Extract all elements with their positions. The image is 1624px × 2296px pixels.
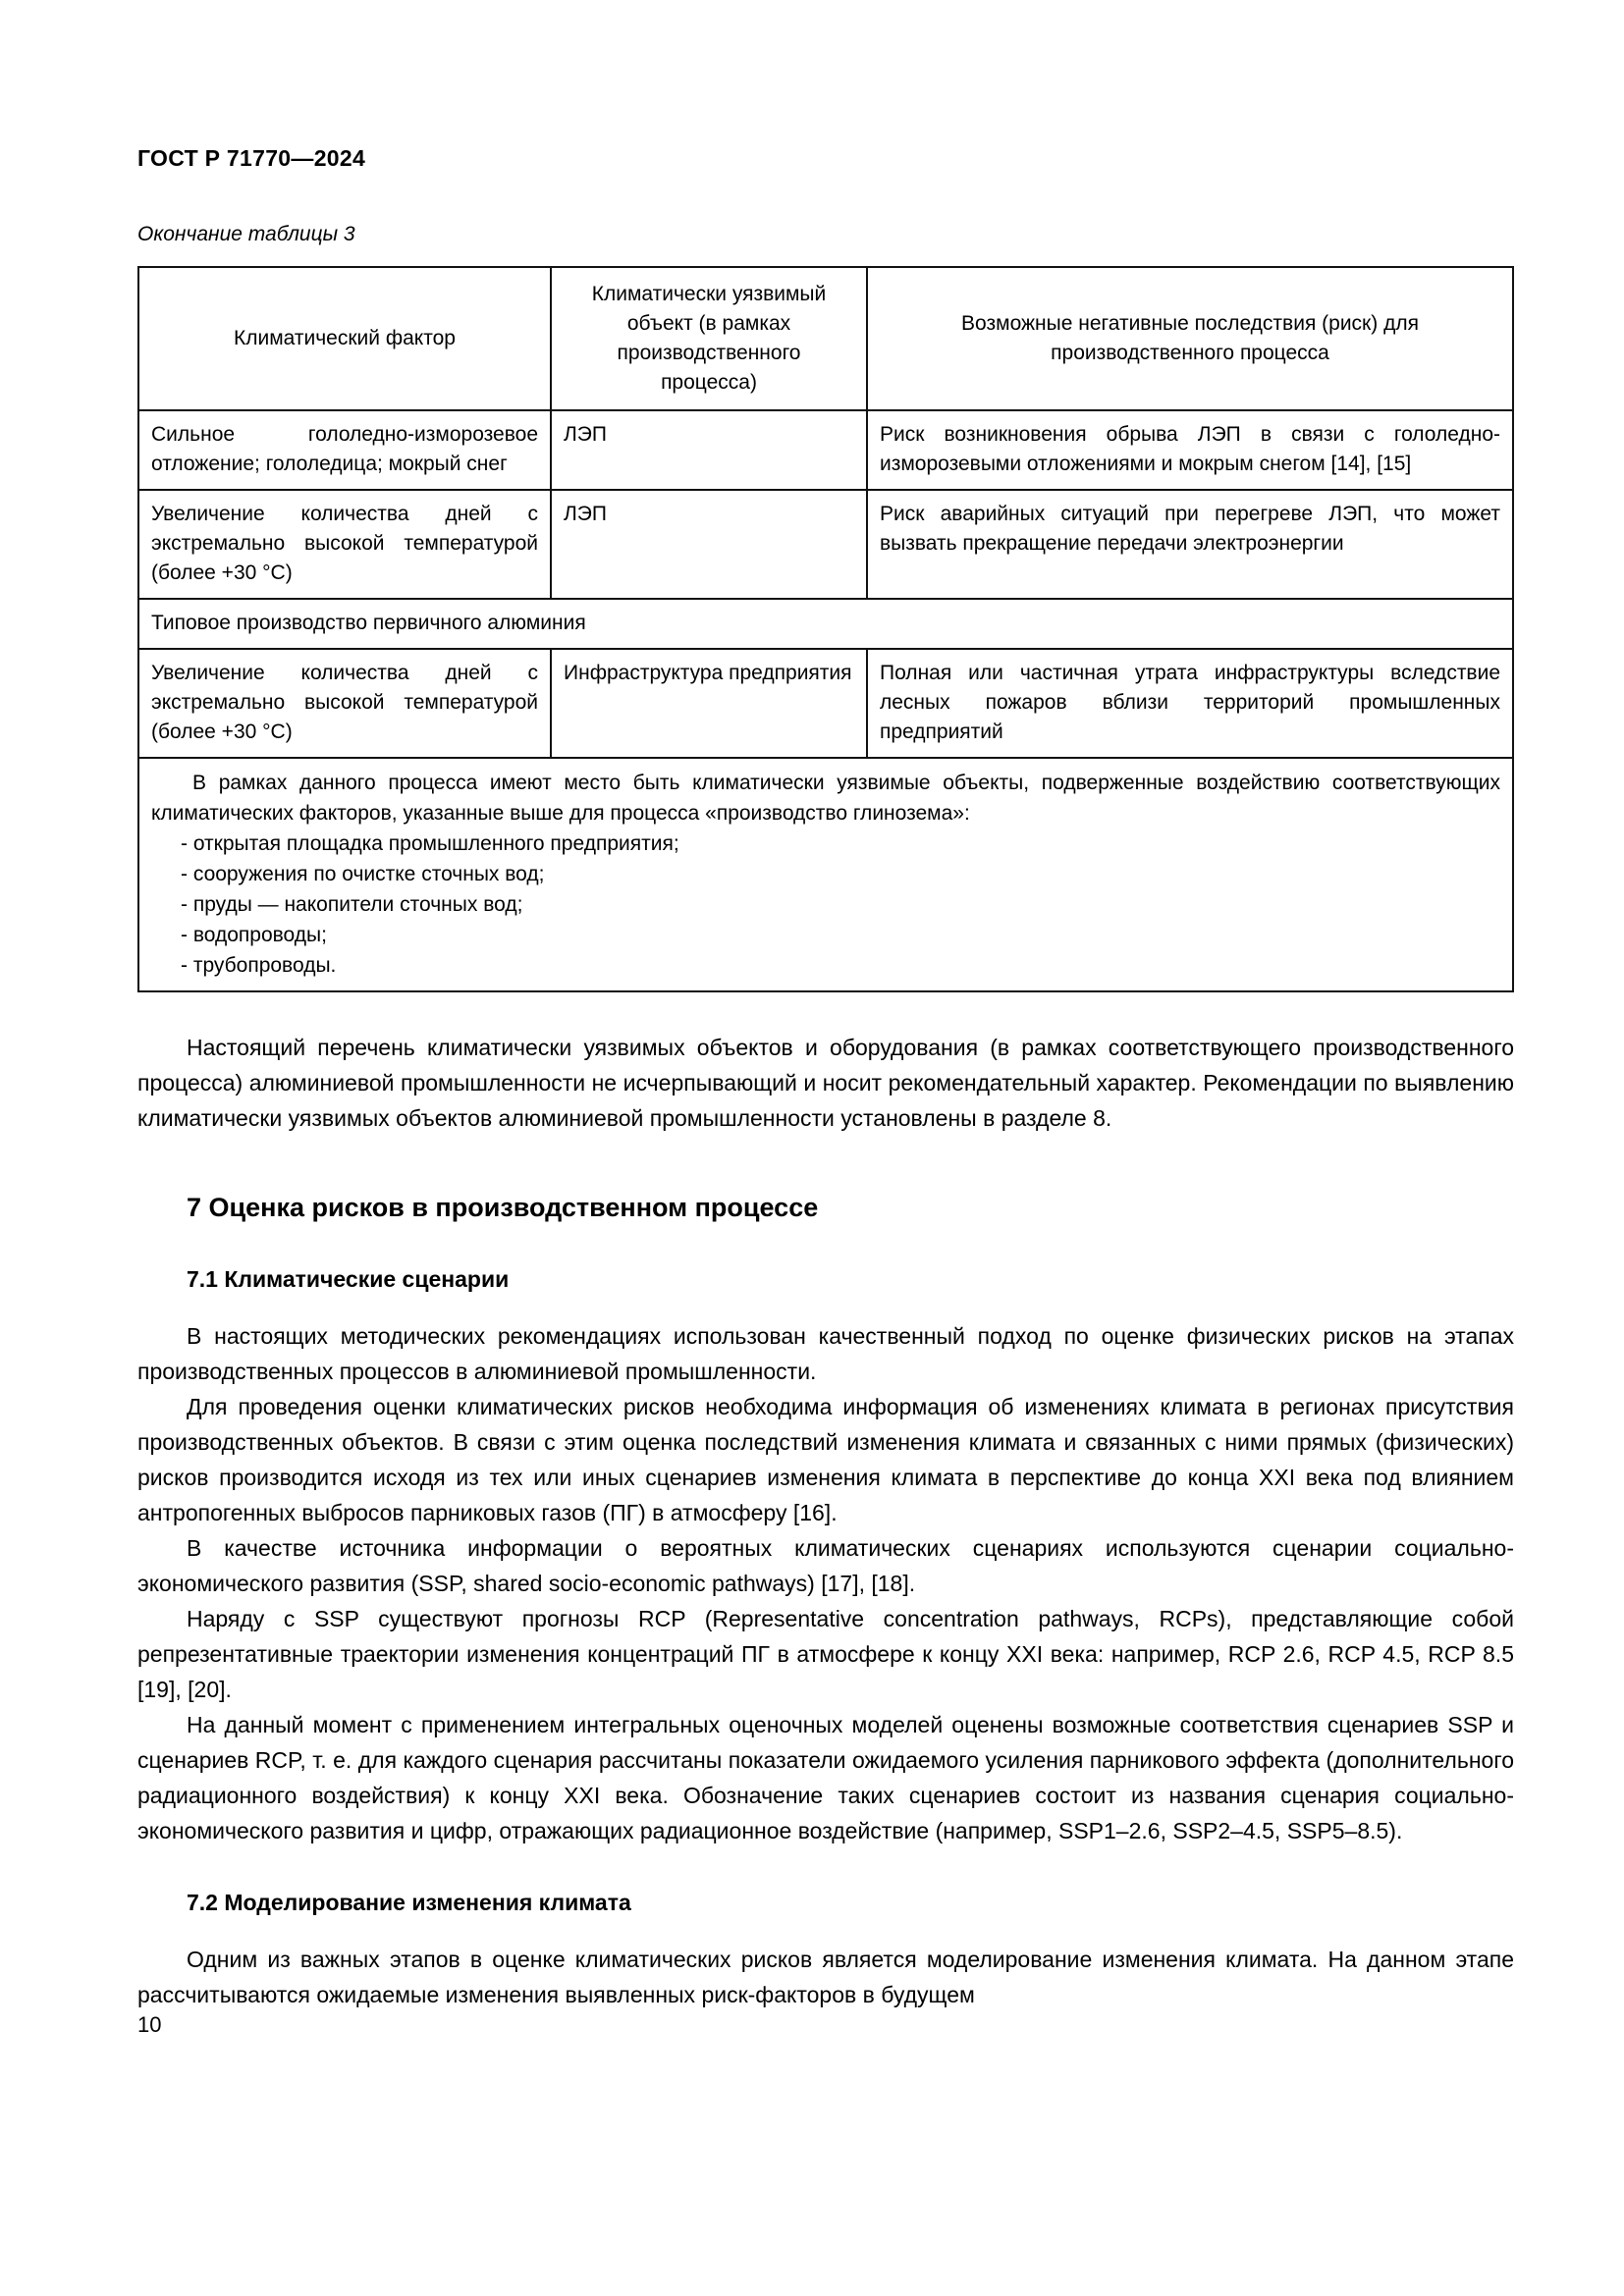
note-list-item: - пруды — накопители сточных вод; [181,893,523,916]
table-caption: Окончание таблицы 3 [137,223,355,245]
col-header-vulnerable-object: Климатически уязвимый объект (в рамках производственного процесса) [551,267,867,410]
section-7-2-heading: 7.2 Моделирование изменения климата [187,1890,631,1915]
col-header-consequences: Возможные негативные последствия (риск) для производственного процесса [867,267,1513,410]
section-7-1-body [137,1318,1514,1848]
paragraph: В настоящих методических рекомендациях использован качественный подход по оценке физических рисков на этапах производственных процессов в алюминиевой промышленности. [137,1323,1514,1384]
page-content [137,145,1514,2012]
table-row [138,410,1513,490]
cell-object: Инфраструктура предприятия [551,649,867,758]
cell-risk: Риск аварийных ситуаций при перегреве ЛЭП, что может вызвать прекращение передачи электроэнергии [867,490,1513,599]
cell-object: ЛЭП [551,490,867,599]
paragraph: Для проведения оценки климатических рисков необходима информация об изменениях климата в регионах присутствия производственных объектов. В связи с этим оценка последствий изменения климата и связанных с ними прямых (физических) рисков производится исходя из тех или иных сценариев изменения климата в перспективе до конца XXI века под влиянием антропогенных выбросов парниковых газов (ПГ) в атмосферу [16]. [137,1394,1514,1525]
cell-object: ЛЭП [551,410,867,490]
paragraph: На данный момент с применением интегральных оценочных моделей оценены возможные соответствия сценариев SSP и сценариев RCP, т. е. для каждого сценария рассчитаны показатели ожидаемого усиления парникового эффекта (дополнительного радиационного воздействия) к концу XXI века. Обозначение таких сценариев состоит из названия сценария социально-экономического развития и цифр, отражающих радиационное воздействие (например, SSP1–2.6, SSP2–4.5, SSP5–8.5). [137,1712,1514,1843]
page-number: 10 [137,2012,162,2037]
paragraph: Наряду с SSP существуют прогнозы RCP (Representative concentration pathways, RCPs), представляющие собой репрезентативные траектории изменения концентраций ПГ в атмосфере к концу XXI века: например, RCP 2.6, RCP 4.5, RCP 8.5 [19], [20]. [137,1606,1514,1702]
document-code: ГОСТ Р 71770—2024 [137,145,366,171]
col-header-climate-factor: Климатический фактор [138,267,551,410]
cell-factor: Увеличение количества дней с экстремально высокой температурой (более +30 °С) [138,490,551,599]
section-7-2-body [137,1942,1514,2012]
climate-risk-table [137,266,1514,992]
table-row [138,490,1513,599]
cell-factor: Увеличение количества дней с экстремально высокой температурой (более +30 °С) [138,649,551,758]
note-cell [138,758,1513,991]
section-row-label: Типовое производство первичного алюминия [138,599,1513,649]
table-header-row [138,267,1513,410]
cell-factor: Сильное гололедно-изморозевое отложение; гололедица; мокрый снег [138,410,551,490]
paragraph: Настоящий перечень климатически уязвимых объектов и оборудования (в рамках соответствующего производственного процесса) алюминиевой промышленности не исчерпывающий и носит рекомендательный характер. Рекомендации по выявлению климатически уязвимых объектов алюминиевой промышленности установлены в разделе 8. [137,1035,1514,1131]
note-list-item: - открытая площадка промышленного предприятия; [181,832,679,855]
table-row [138,649,1513,758]
note-list-item: - трубопроводы. [181,954,337,977]
paragraph: Одним из важных этапов в оценке климатических рисков является моделирование изменения климата. На данном этапе рассчитываются ожидаемые изменения выявленных риск-факторов в будущем [137,1947,1514,2007]
table-section-row [138,599,1513,649]
cell-risk: Риск возникновения обрыва ЛЭП в связи с гололедно-изморозевыми отложениями и мокрым снегом [14], [15] [867,410,1513,490]
note-list-item: - водопроводы; [181,924,327,946]
note-list-item: - сооружения по очистке сточных вод; [181,863,545,885]
cell-risk: Полная или частичная утрата инфраструктуры вследствие лесных пожаров вблизи территорий промышленных предприятий [867,649,1513,758]
note-intro: В рамках данного процесса имеют место быть климатически уязвимые объекты, подверженные воздействию соответствующих климатических факторов, указанные выше для процесса «производство глинозема»: [151,772,1500,825]
table-note-row [138,758,1513,991]
section-7-1-heading: 7.1 Климатические сценарии [187,1266,510,1292]
section-7-heading: 7 Оценка рисков в производственном процессе [187,1193,819,1222]
paragraph: В качестве источника информации о вероятных климатических сценариях используются сценарии социально-экономического развития (SSP, shared socio-economic pathways) [17], [18]. [137,1535,1514,1596]
